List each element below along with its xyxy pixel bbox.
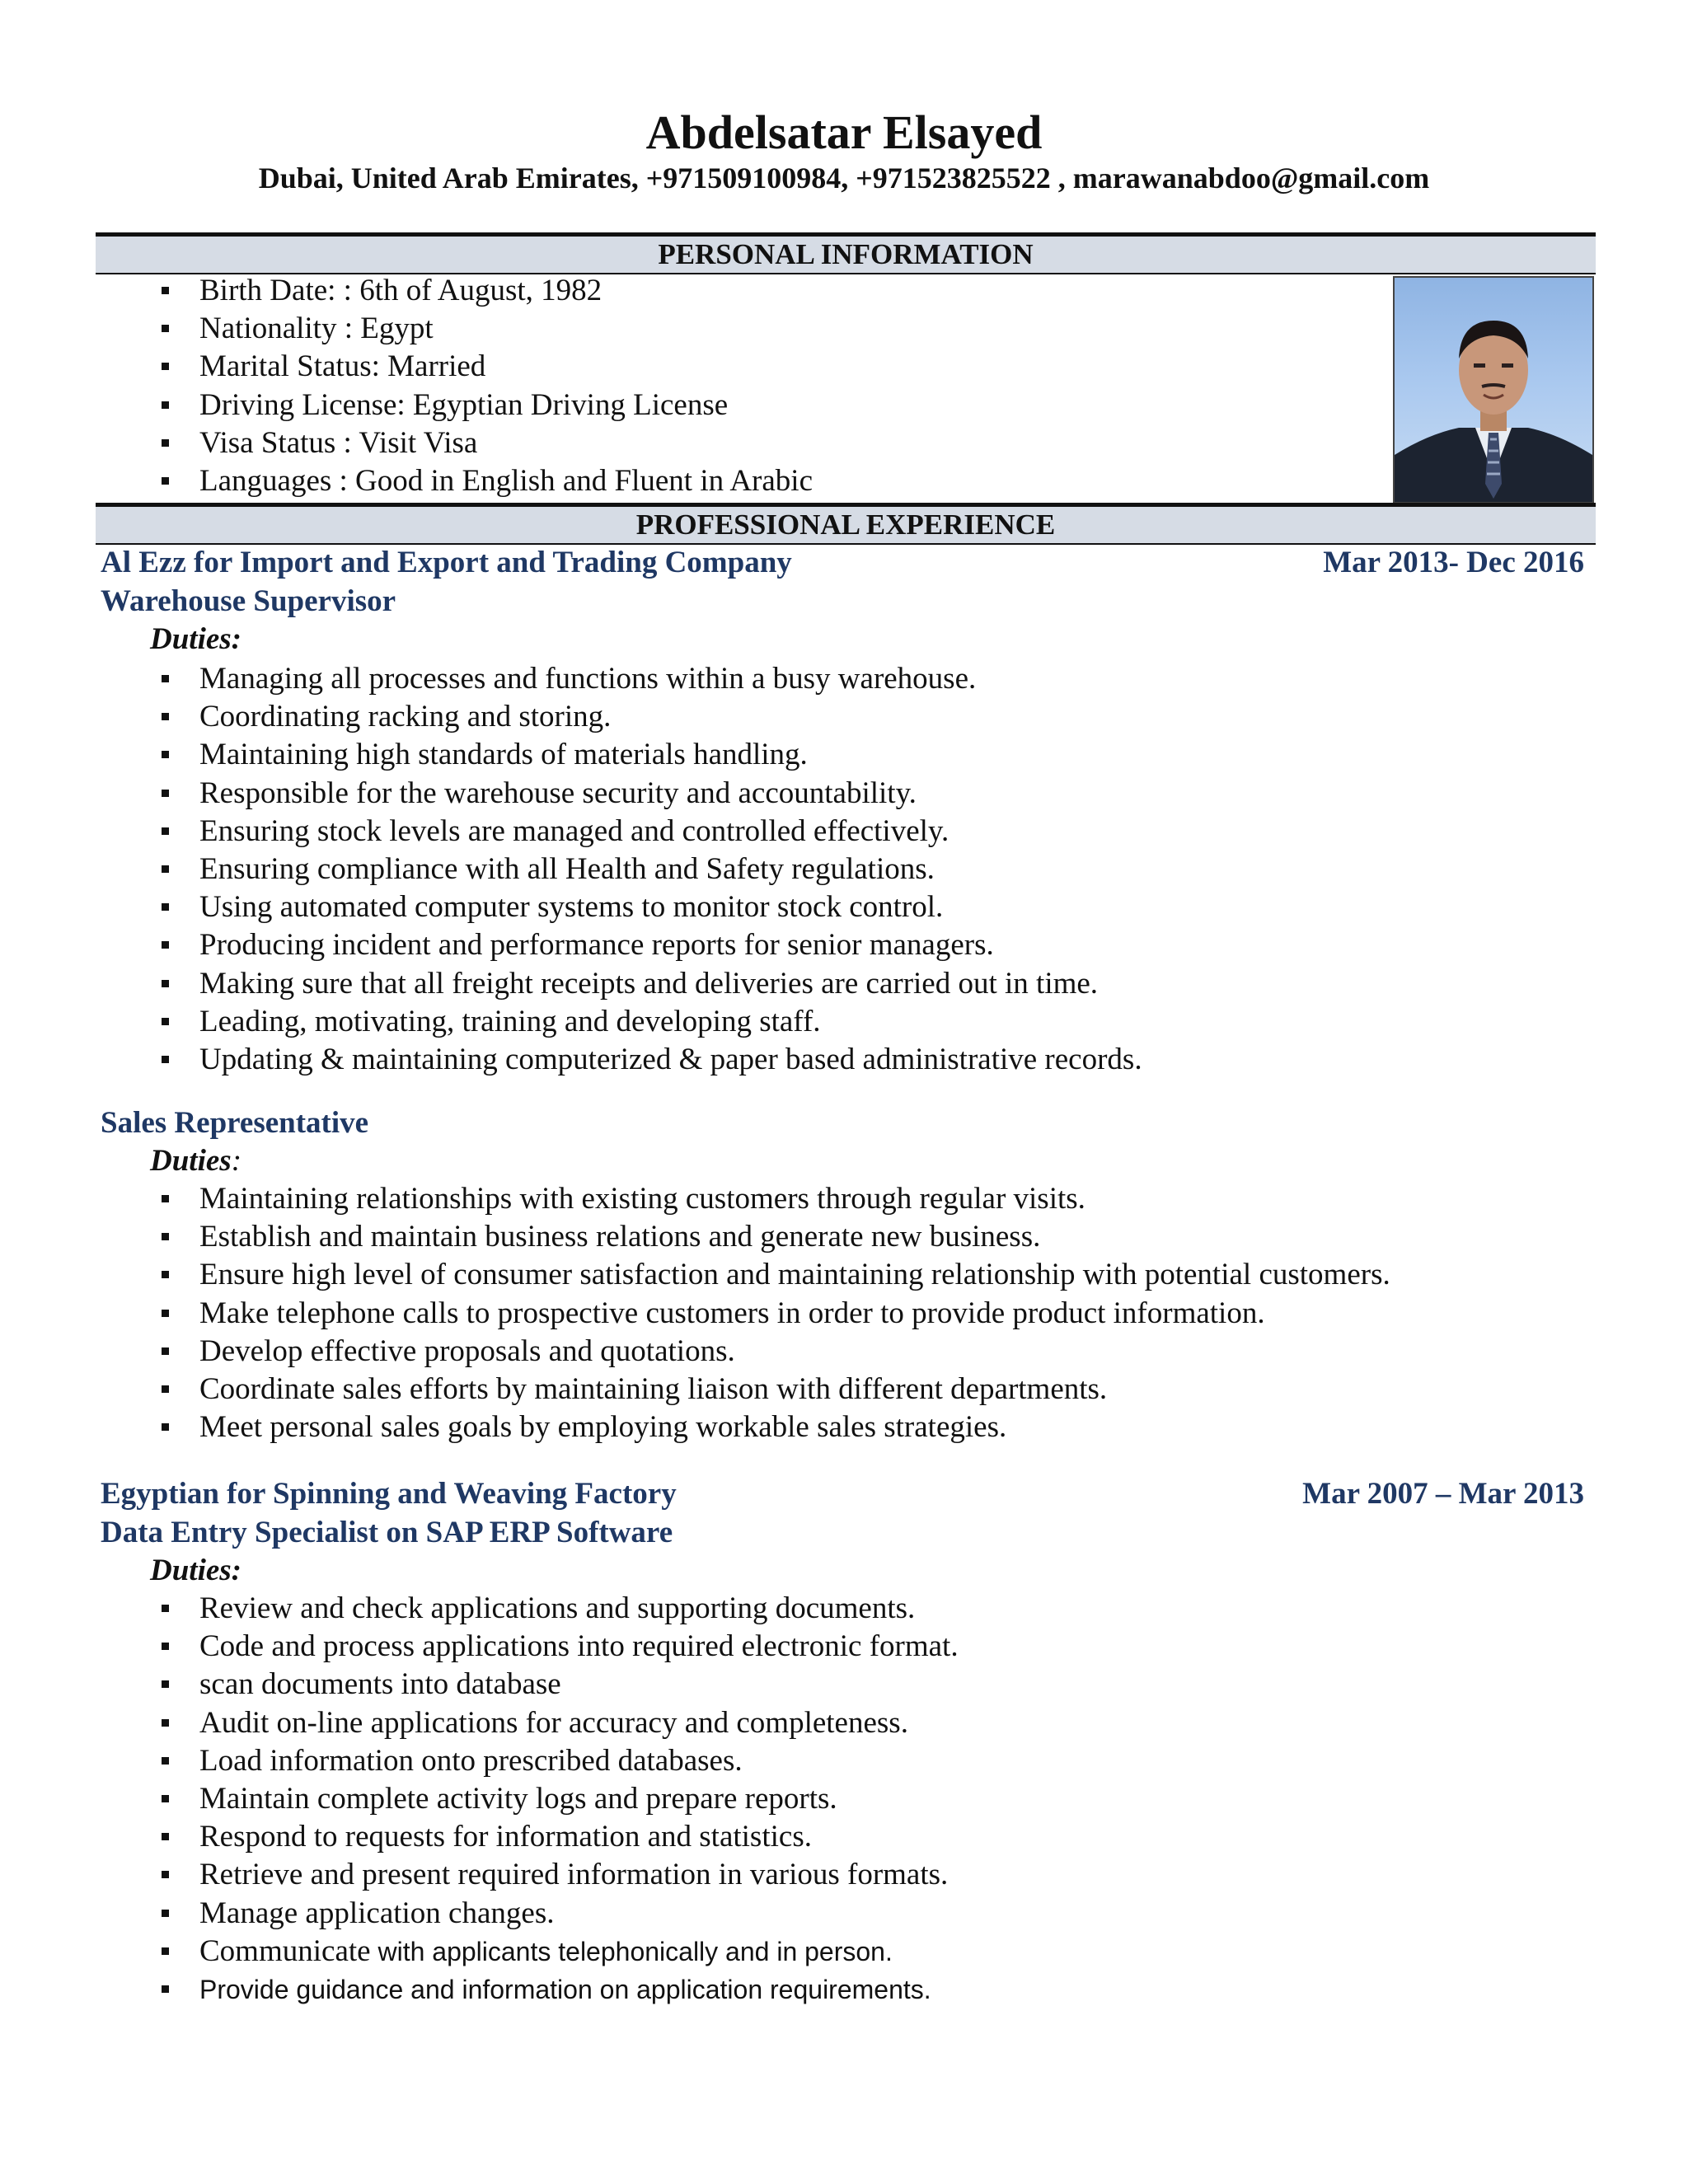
list-item: Birth Date: : 6th of August, 1982 <box>157 272 813 310</box>
bullet-icon <box>162 790 169 797</box>
bullet-icon <box>162 401 169 409</box>
job-role: Data Entry Specialist on SAP ERP Software <box>101 1516 673 1549</box>
bullet-icon <box>162 980 169 987</box>
bullet-icon <box>162 751 169 758</box>
bullet-icon <box>162 477 169 485</box>
bullet-icon <box>162 1271 169 1278</box>
list-item: Updating & maintaining computerized & paper based administrative records. <box>157 1041 1142 1079</box>
bullet-icon <box>162 675 169 682</box>
list-item: Visa Status : Visit Visa <box>157 424 813 462</box>
job-dates: Mar 2013- Dec 2016 <box>1323 546 1584 579</box>
list-item: Nationality : Egypt <box>157 310 813 348</box>
list-item: Leading, motivating, training and developing staff. <box>157 1003 1142 1041</box>
bullet-icon <box>162 1833 169 1840</box>
bullet-icon <box>162 1605 169 1612</box>
duties-heading: Duties: <box>150 1144 242 1178</box>
list-item: Managing all processes and functions within a busy warehouse. <box>157 660 1142 698</box>
duties-list <box>157 1180 1390 1446</box>
bullet-icon <box>162 1719 169 1727</box>
job-role: Warehouse Supervisor <box>101 584 396 618</box>
bullet-icon <box>162 1056 169 1063</box>
duties-list <box>157 660 1142 1079</box>
bullet-icon <box>162 363 169 370</box>
bullet-icon <box>162 1871 169 1878</box>
list-item: Coordinating racking and storing. <box>157 698 1142 736</box>
list-item: Communicate with applicants telephonically and in person. <box>157 1933 959 1971</box>
bullet-icon <box>162 1680 169 1688</box>
list-item: Establish and maintain business relations and generate new business. <box>157 1218 1390 1256</box>
list-item: Code and process applications into required electronic format. <box>157 1628 959 1666</box>
job-role: Sales Representative <box>101 1106 369 1140</box>
bullet-icon <box>162 1233 169 1240</box>
list-item: Develop effective proposals and quotations. <box>157 1333 1390 1371</box>
bullet-icon <box>162 713 169 720</box>
bullet-icon <box>162 1757 169 1765</box>
profile-photo <box>1393 276 1594 504</box>
list-item: Audit on-line applications for accuracy and completeness. <box>157 1704 959 1742</box>
list-item: Load information onto prescribed databases. <box>157 1742 959 1780</box>
list-item: scan documents into database <box>157 1666 959 1704</box>
job-dates: Mar 2007 – Mar 2013 <box>1302 1477 1584 1511</box>
bullet-icon <box>162 865 169 873</box>
bullet-icon <box>162 1947 169 1955</box>
bullet-icon <box>162 287 169 294</box>
list-item: Review and check applications and supporting documents. <box>157 1590 959 1628</box>
personal-info-list <box>157 272 813 500</box>
job-company: Egyptian for Spinning and Weaving Factory <box>101 1477 677 1511</box>
bullet-icon <box>162 1795 169 1802</box>
list-item: Marital Status: Married <box>157 348 813 386</box>
list-item: Provide guidance and information on application requirements. <box>157 1971 959 2008</box>
bullet-icon <box>162 1910 169 1917</box>
list-item: Maintain complete activity logs and prepare reports. <box>157 1780 959 1818</box>
list-item: Producing incident and performance reports for senior managers. <box>157 926 1142 964</box>
list-item: Maintaining high standards of materials handling. <box>157 736 1142 774</box>
list-item: Ensuring stock levels are managed and controlled effectively. <box>157 813 1142 851</box>
bullet-icon <box>162 1985 169 1993</box>
list-item: Driving License: Egyptian Driving License <box>157 387 813 424</box>
list-item: Using automated computer systems to monitor stock control. <box>157 888 1142 926</box>
list-item: Making sure that all freight receipts and deliveries are carried out in time. <box>157 965 1142 1003</box>
bullet-icon <box>162 325 169 332</box>
duties-heading: Duties: <box>150 622 241 656</box>
bullet-icon <box>162 1310 169 1317</box>
duties-list <box>157 1590 959 2008</box>
section-personal-information: PERSONAL INFORMATION <box>96 232 1596 274</box>
list-item: Ensure high level of consumer satisfaction and maintaining relationship with potential customers. <box>157 1256 1390 1294</box>
bullet-icon <box>162 903 169 911</box>
list-item: Make telephone calls to prospective customers in order to provide product information. <box>157 1295 1390 1333</box>
bullet-icon <box>162 1195 169 1202</box>
bullet-icon <box>162 941 169 949</box>
bullet-icon <box>162 1018 169 1025</box>
bullet-icon <box>162 439 169 447</box>
duties-heading: Duties: <box>150 1554 241 1587</box>
contact-line: Dubai, United Arab Emirates, +971509100984, +971523825522 , marawanabdoo@gmail.com <box>258 162 1430 194</box>
section-professional-experience: PROFESSIONAL EXPERIENCE <box>96 503 1596 545</box>
bullet-icon <box>162 827 169 835</box>
list-item: Coordinate sales efforts by maintaining liaison with different departments. <box>157 1371 1390 1408</box>
bullet-icon <box>162 1423 169 1431</box>
candidate-name: Abdelsatar Elsayed <box>645 105 1043 159</box>
list-item: Retrieve and present required information in various formats. <box>157 1856 959 1894</box>
bullet-icon <box>162 1385 169 1393</box>
list-item: Meet personal sales goals by employing workable sales strategies. <box>157 1408 1390 1446</box>
list-item: Languages : Good in English and Fluent in Arabic <box>157 462 813 500</box>
list-item: Manage application changes. <box>157 1895 959 1933</box>
job-company: Al Ezz for Import and Export and Trading Company <box>101 546 792 579</box>
bullet-icon <box>162 1643 169 1650</box>
bullet-icon <box>162 1347 169 1355</box>
list-item: Ensuring compliance with all Health and Safety regulations. <box>157 851 1142 888</box>
list-item: Maintaining relationships with existing customers through regular visits. <box>157 1180 1390 1218</box>
list-item: Responsible for the warehouse security and accountability. <box>157 775 1142 813</box>
list-item: Respond to requests for information and statistics. <box>157 1818 959 1856</box>
